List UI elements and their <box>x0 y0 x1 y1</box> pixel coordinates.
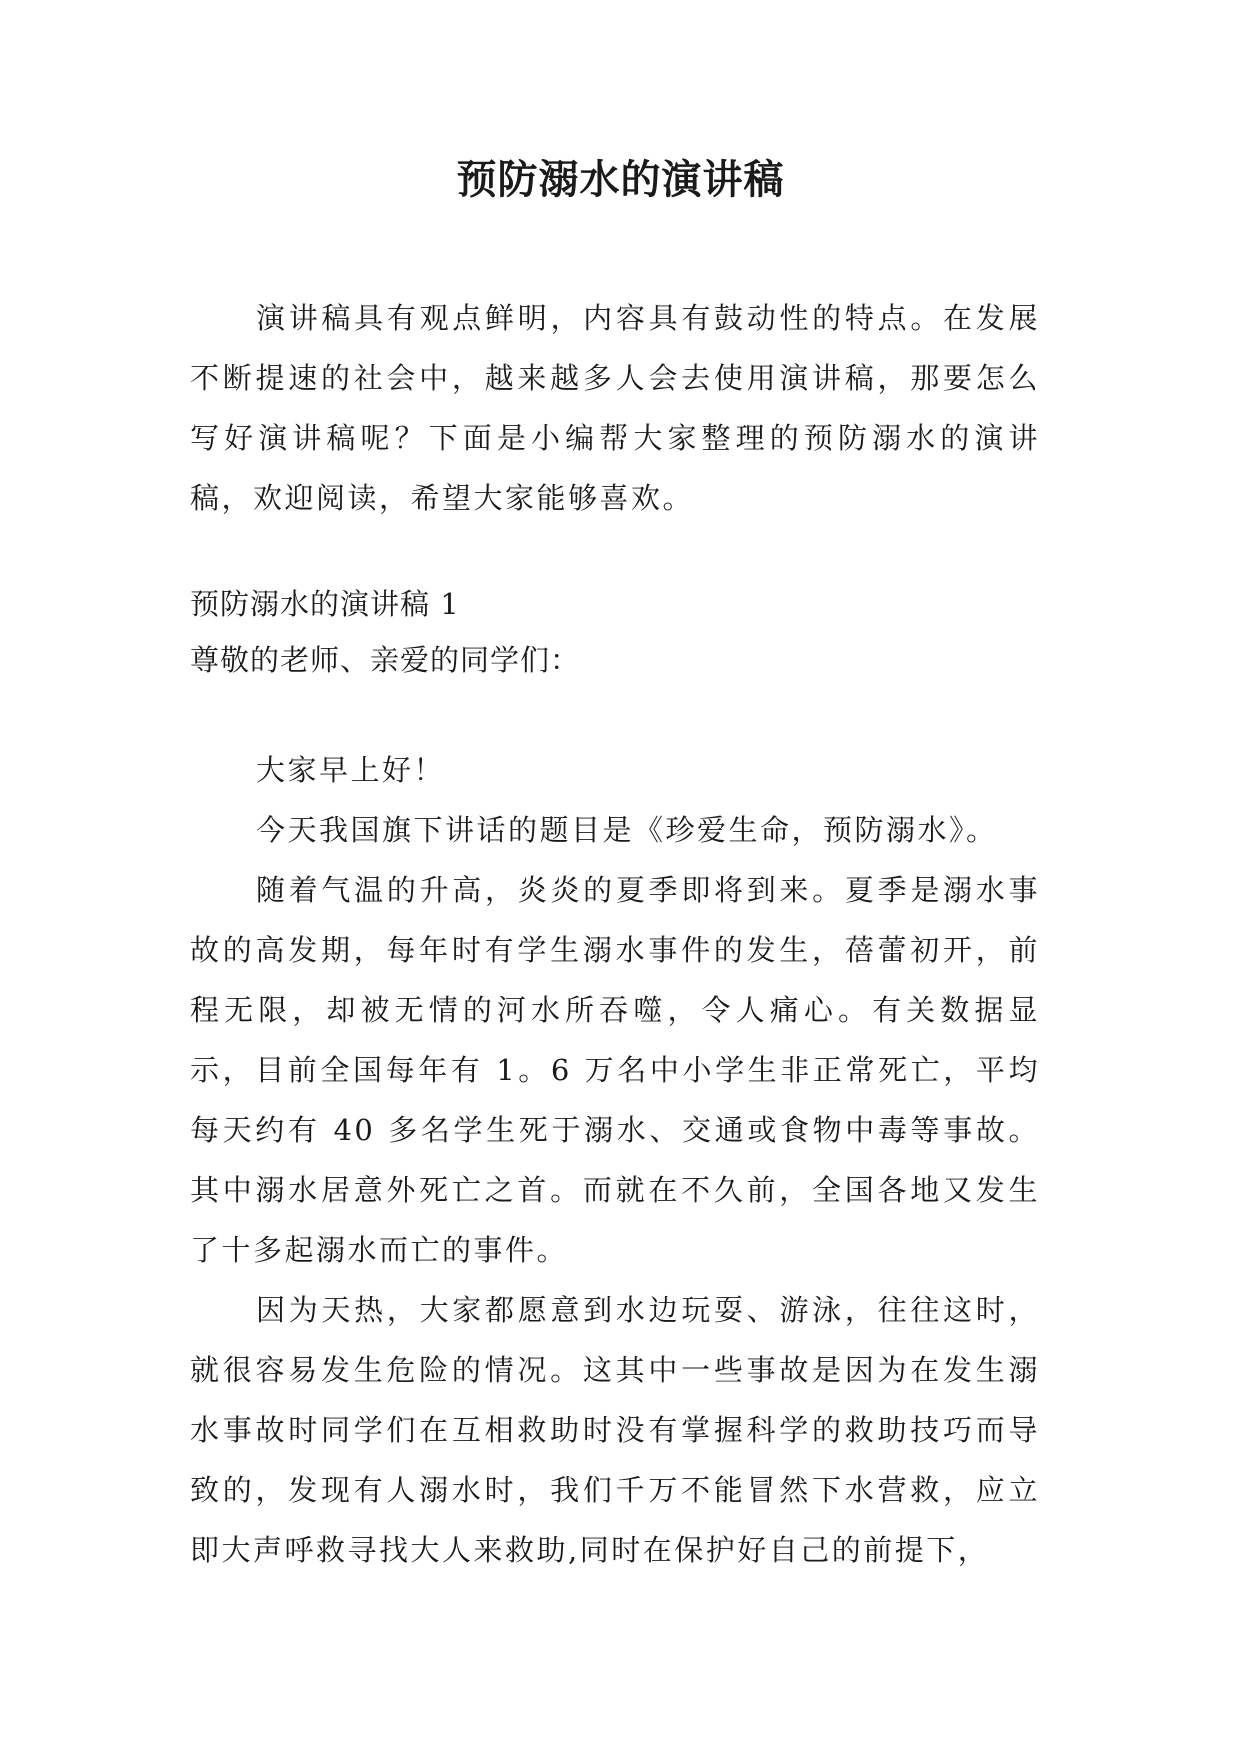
body-paragraph: 因为天热，大家都愿意到水边玩耍、游泳，往往这时，就很容易发生危险的情况。这其中一些事故是因为在发生溺水事故时同学们在互相救助时没有掌握科学的救助技巧而导致的，发现有人溺水时，我们千万不能冒然下水营救，应立即大声呼救寻找大人来救助,同时在保护好自己的前提下， <box>190 1293 1040 1567</box>
document-title: 预防溺水的演讲稿 <box>456 156 785 203</box>
body-paragraph: 随着气温的升高，炎炎的夏季即将到来。夏季是溺水事故的高发期，每年时有学生溺水事件的发生，蓓蕾初开，前程无限，却被无情的河水所吞噬，令人痛心。有关数据显示，目前全国每年有 1。6 万名中小学生非正常死亡，平均每天约有 40 多名学生死于溺水、交通或食物中毒等事故。其中溺水居意外死亡之首。而就在不久前，全国各地又发生了十多起溺水而亡的事件。 <box>190 873 1040 1267</box>
body-paragraph: 今天我国旗下讲话的题目是《珍爱生命，预防溺水》。 <box>256 813 998 847</box>
document-body <box>190 288 1040 1580</box>
body-paragraph: 大家早上好！ <box>256 753 446 787</box>
intro-paragraph: 演讲稿具有观点鲜明，内容具有鼓动性的特点。在发展不断提速的社会中，越来越多人会去使用演讲稿，那要怎么写好演讲稿呢？下面是小编帮大家整理的预防溺水的演讲稿，欢迎阅读，希望大家能够喜欢。 <box>190 301 1040 515</box>
section-heading: 预防溺水的演讲稿 1 <box>190 587 460 621</box>
salutation: 尊敬的老师、亲爱的同学们： <box>190 643 581 677</box>
